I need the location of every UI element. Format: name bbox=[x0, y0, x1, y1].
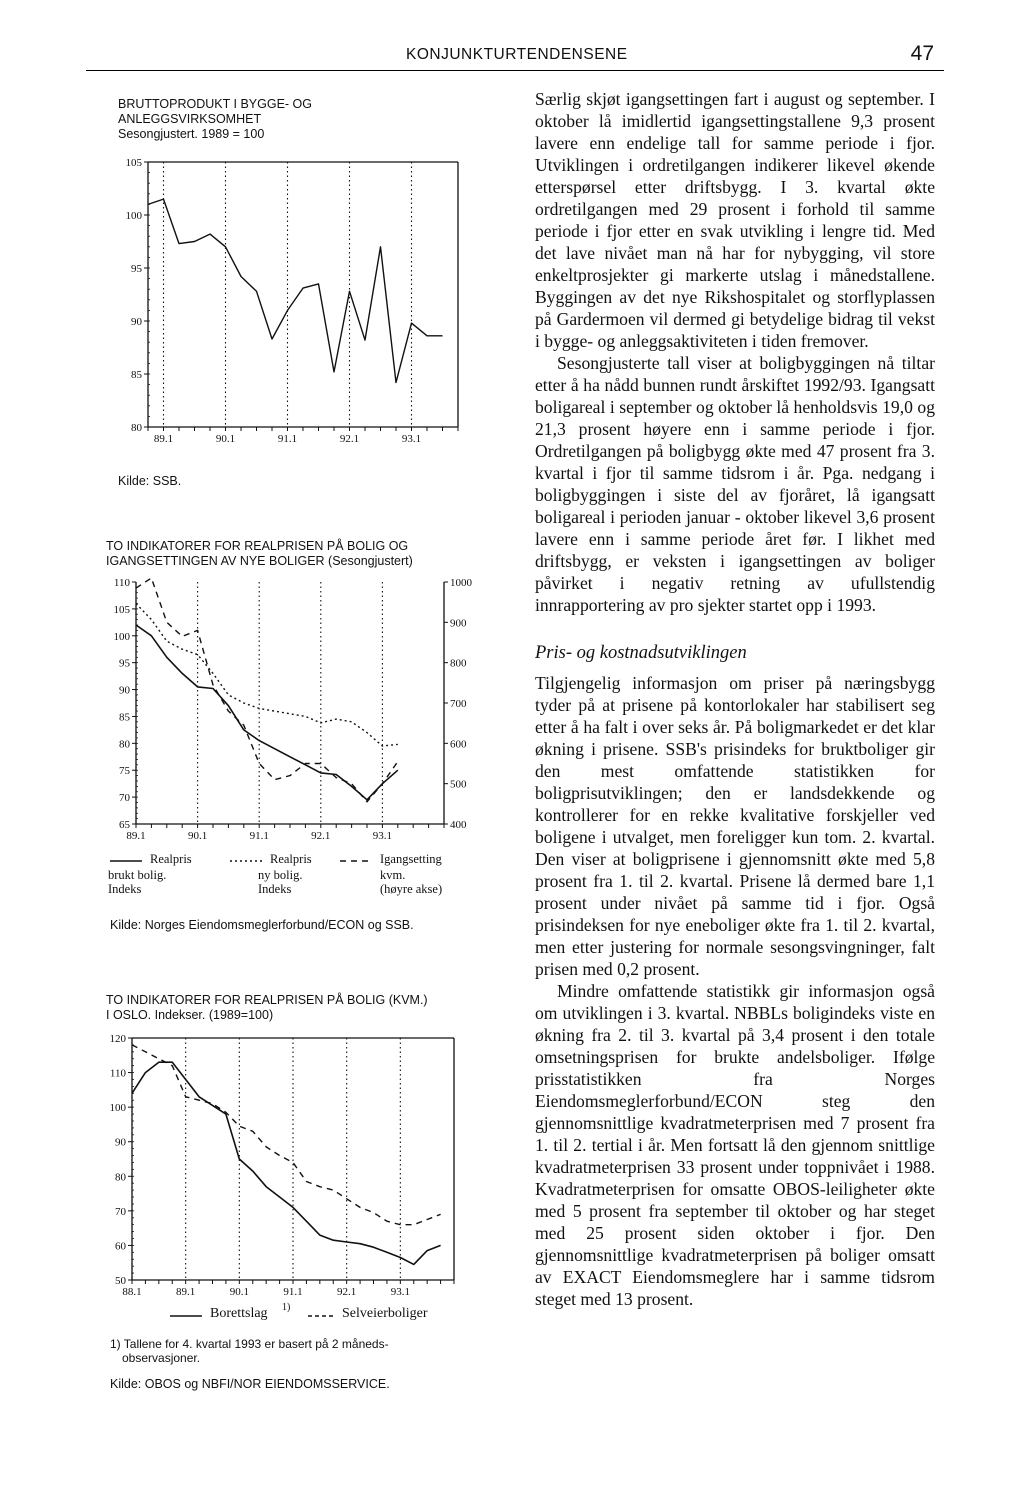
y-tick-label: 100 bbox=[125, 210, 142, 222]
legend-label: ny bolig. bbox=[258, 868, 303, 882]
y-tick-label: 80 bbox=[115, 1171, 126, 1184]
x-tick-label: 89.1 bbox=[153, 433, 174, 445]
y-tick-label: 85 bbox=[131, 369, 142, 381]
chart3-title-line2: I OSLO. Indekser. (1989=100) bbox=[106, 1008, 274, 1022]
page-header bbox=[86, 42, 944, 71]
chart3-source: Kilde: OBOS og NBFI/NOR EIENDOMSSERVICE. bbox=[110, 1377, 390, 1391]
x-tick-label: 91.1 bbox=[277, 433, 298, 445]
chart1-title-line1: BRUTTOPRODUKT I BYGGE- OG bbox=[118, 97, 313, 111]
footnote-line2: observasjoner. bbox=[122, 1351, 201, 1365]
chart1-source: Kilde: SSB. bbox=[118, 474, 182, 488]
x-tick-label: 93.1 bbox=[390, 1286, 410, 1298]
chart2-source: Kilde: Norges Eiendomsmeglerforbund/ECON og SSB. bbox=[110, 918, 414, 932]
y-tick-label: 85 bbox=[119, 711, 130, 724]
series-line-0 bbox=[136, 625, 398, 800]
legend-label: kvm. bbox=[380, 868, 406, 882]
chart1-bruttoprodukt bbox=[100, 150, 480, 460]
y-tick-label: 95 bbox=[131, 263, 142, 275]
y-tick-label: 105 bbox=[113, 603, 130, 616]
legend-label-selveierboliger: Selveierboliger bbox=[342, 1306, 428, 1321]
x-tick-label: 93.1 bbox=[401, 433, 422, 445]
section-heading: Pris- og kostnadsutviklingen bbox=[535, 643, 747, 663]
y-tick-label: 100 bbox=[109, 1102, 126, 1115]
y-tick-label: 70 bbox=[119, 792, 130, 805]
x-tick-label: 90.1 bbox=[215, 433, 236, 445]
y2-tick-label: 400 bbox=[450, 819, 467, 831]
y-tick-label: 80 bbox=[119, 738, 130, 751]
legend-label: Realpris bbox=[270, 852, 312, 866]
series-line-1 bbox=[132, 1045, 441, 1225]
series-line-2 bbox=[136, 578, 398, 802]
y-tick-label: 90 bbox=[131, 316, 142, 328]
chart2-title-line1: TO INDIKATORER FOR REALPRISEN PÅ BOLIG OG bbox=[106, 539, 409, 553]
chart1-title-line2: ANLEGGSVIRKSOMHET bbox=[118, 112, 262, 126]
legend-dashed-line-icon bbox=[308, 1311, 338, 1321]
x-tick-label: 91.1 bbox=[249, 830, 269, 842]
page-number: 47 bbox=[910, 42, 934, 65]
y2-tick-label: 800 bbox=[450, 657, 467, 670]
legend-label: Indeks bbox=[108, 882, 142, 896]
y-tick-label: 100 bbox=[113, 630, 130, 643]
y-tick-label: 105 bbox=[125, 157, 142, 169]
x-tick-label: 91.1 bbox=[283, 1286, 303, 1298]
x-tick-label: 93.1 bbox=[372, 830, 393, 842]
y2-tick-label: 900 bbox=[450, 617, 467, 630]
x-tick-label: 90.1 bbox=[229, 1286, 249, 1298]
chart2-title bbox=[106, 539, 413, 569]
paragraph-3: Tilgjengelig informasjon om priser på næringsbygg tyder på at prisene på kontorlokaler har stabilisert seg etter å ha falt i over seks år. På boligmarkedet er det klar økning i prisene. SSB's prisindeks for bruktboliger gir den mest omfattende statistikken for boligprisutviklingen; den er landsdekkende og kontrollerer for en rekke kvalitative forskjeller ved boligene i utvalget, men foreligger kun tom. 2. kvartal. Den viser at boligprisene i gjennomsnitt økte med 5,8 prosent fra 1. til 2. kvartal. Prisene lå dermed bare 1,1 prosent under nivået på samme tid i fjor. Også prisindeksen for nye eneboliger økte fra 1. til 2. kvartal, men etter justering for normale sesongsvingninger, falt prisen med 0,2 prosent. bbox=[535, 673, 935, 979]
y-tick-label: 110 bbox=[113, 577, 130, 589]
chart3-realpris-oslo bbox=[92, 1028, 472, 1304]
x-tick-label: 89.1 bbox=[126, 830, 146, 842]
y-tick-label: 80 bbox=[131, 422, 142, 434]
y2-tick-label: 700 bbox=[450, 698, 467, 710]
y-tick-label: 90 bbox=[115, 1136, 126, 1149]
chart1-title bbox=[118, 97, 312, 142]
article-body bbox=[535, 88, 935, 1310]
legend-dashed-line-icon bbox=[340, 856, 374, 866]
chart2-title-line2: IGANGSETTINGEN AV NYE BOLIGER (Sesongjustert) bbox=[106, 554, 413, 568]
legend-label: brukt bolig. bbox=[108, 868, 167, 882]
chart3-title bbox=[106, 993, 428, 1023]
y2-tick-label: 500 bbox=[450, 778, 467, 791]
x-tick-label: 89.1 bbox=[176, 1286, 196, 1298]
y-tick-label: 60 bbox=[115, 1240, 126, 1253]
y-tick-label: 75 bbox=[119, 765, 130, 778]
legend-footnote-marker: 1) bbox=[282, 1302, 291, 1313]
chart2-realpris-igangsetting bbox=[92, 572, 502, 852]
y-tick-label: 120 bbox=[109, 1033, 126, 1045]
x-tick-label: 92.1 bbox=[339, 433, 360, 445]
paragraph-1: Særlig skjøt igangsettingen fart i august og september. I oktober lå imidlertid igangsettingstallene 9,3 prosent lavere enn endelige tall for samme periode i fjor. Utviklingen i ordretilgangen indikerer likevel økende etterspørsel etter driftsbygg. I 3. kvartal økte ordretilgangen med 29 prosent i forhold til samme periode i fjor etter en svak utvikling i lengre tid. Med det lave nivået man nå har for nybygging, vil store enkeltprosjekter gi markerte utslag i månedstallene. Byggingen av det nye Rikshospitalet og storflyplassen på Gardermoen vil dermed gi betydelige bidrag til vekst i bygge- og anleggsaktiviteten i tiden fremover. bbox=[535, 89, 935, 351]
series-line-1 bbox=[136, 604, 398, 747]
x-tick-label: 92.1 bbox=[311, 830, 331, 842]
legend-solid-line-icon bbox=[110, 856, 144, 866]
legend-label: Indeks bbox=[258, 882, 292, 896]
y2-tick-label: 600 bbox=[450, 738, 467, 751]
paragraph-4: Mindre omfattende statistikk gir informasjon også om utviklingen i 3. kvartal. NBBLs boligindeks viste en økning fra 2. til 3. kvartal på 3,4 prosent i den totale omsetningsprisen for brukte andelsboliger. Ifølge prisstatistikken fra Norges Eiendomsmeglerforbund/ECON steg den gjennomsnittlige kvadratmeterprisen med 7 prosent fra 1. til 2. tertial i år. Men fortsatt lå den gjennom snittlige kvadratmeterprisen 33 prosent under toppnivået i 1988. Kvadratmeterprisen for omsatte OBOS-leiligheter økte med 5 prosent fra september til oktober og har steget med 25 prosent siden oktober i fjor. Den gjennomsnittlige kvadratmeterprisen på boliger omsatt av EXACT Eiendomsmeglere har i samme tidsrom steget med 13 prosent. bbox=[535, 981, 935, 1309]
legend-dotted-line-icon bbox=[230, 856, 264, 866]
x-tick-label: 88.1 bbox=[122, 1286, 142, 1298]
series-line-0 bbox=[148, 199, 443, 382]
running-title: KONJUNKTURTENDENSENE bbox=[406, 46, 628, 63]
y-tick-label: 70 bbox=[115, 1205, 126, 1218]
x-tick-label: 92.1 bbox=[337, 1286, 357, 1298]
y-tick-label: 110 bbox=[109, 1067, 126, 1080]
x-tick-label: 90.1 bbox=[187, 830, 208, 842]
y-tick-label: 65 bbox=[119, 819, 130, 831]
chart3-legend bbox=[170, 1302, 470, 1328]
y-tick-label: 95 bbox=[119, 657, 130, 670]
paragraph-2: Sesongjusterte tall viser at boligbyggingen nå tiltar etter å ha nådd bunnen rundt årskiftet 1992/93. Igangsatt boligareal i september og oktober lå henholdsvis 19,0 og 21,3 prosent høyere enn i samme periode i fjor. Ordretilgangen på boligbygg økte med 47 prosent fra 3. kvartal i fjor til samme tidsrom i år. Pga. nedgang i boligbyggingen i siste del av fjoråret, lå igangsatt boligareal i perioden januar - oktober likevel 3,6 prosent lavere enn i samme periode året før. I likhet med driftsbygg, er veksten i igangsettingen av boliger påvirket i negativ retning av ufullstendig innrapportering av pro sjekter startet opp i 1993. bbox=[535, 353, 935, 615]
y2-tick-label: 1000 bbox=[450, 577, 472, 589]
footnote-line1: 1) Tallene for 4. kvartal 1993 er basert på 2 måneds- bbox=[110, 1337, 389, 1351]
y-tick-label: 50 bbox=[115, 1275, 126, 1287]
legend-label-borettslag: Borettslag bbox=[210, 1306, 268, 1321]
legend-label: Igangsetting bbox=[380, 852, 442, 866]
chart3-footnote bbox=[110, 1337, 389, 1365]
legend-solid-line-icon bbox=[170, 1311, 204, 1321]
series-line-0 bbox=[132, 1062, 441, 1264]
legend-label: Realpris bbox=[150, 852, 192, 866]
chart1-subtitle: Sesongjustert. 1989 = 100 bbox=[118, 127, 265, 141]
legend-label: (høyre akse) bbox=[380, 882, 443, 896]
chart2-legend bbox=[110, 852, 490, 912]
chart3-title-line1: TO INDIKATORER FOR REALPRISEN PÅ BOLIG (KVM.) bbox=[106, 993, 428, 1007]
y-tick-label: 90 bbox=[119, 684, 130, 697]
